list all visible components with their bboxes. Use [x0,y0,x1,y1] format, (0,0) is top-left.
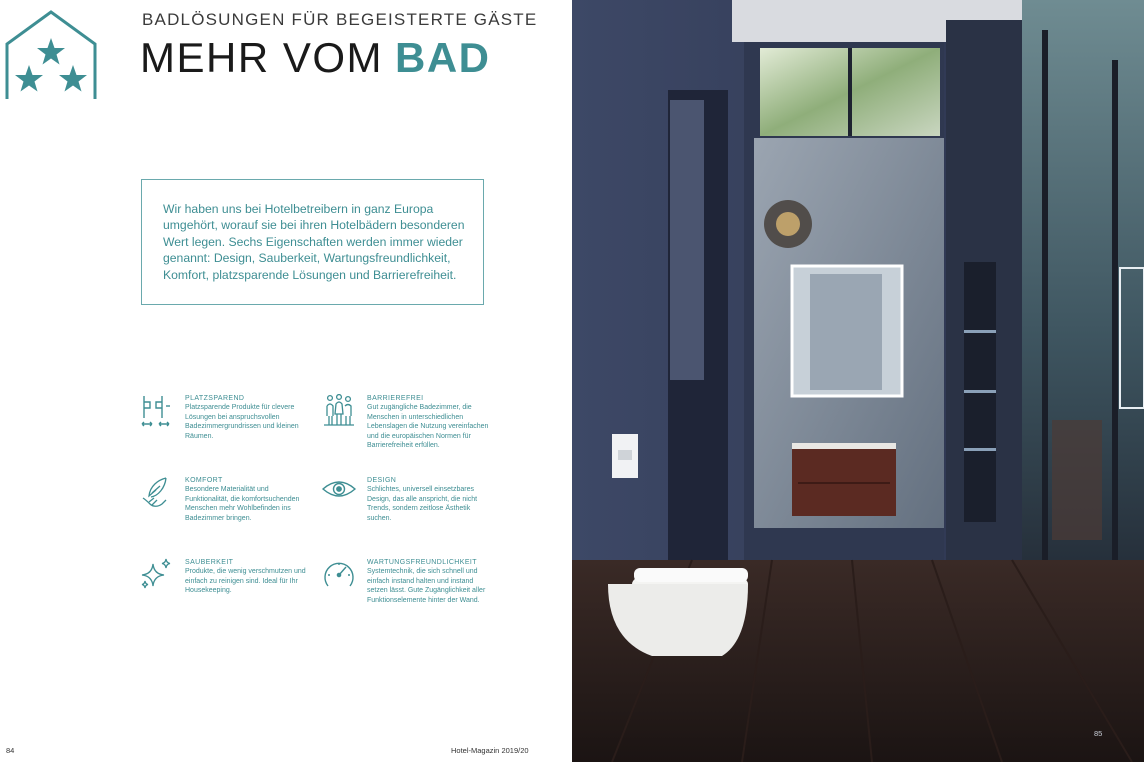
feature-title: PLATZSPAREND [185,395,245,402]
sparkle-icon [140,558,174,592]
headline-accent: BAD [395,34,491,81]
feature-title: DESIGN [367,477,397,484]
page-number-left: 84 [6,746,15,755]
feature-text [185,394,313,441]
feature-body: Gut zugängliche Badezimmer, die Menschen in unterschiedlichen Lebenslagen die Nutzung vereinfachen und die europäischen Normen für Barrierefreiheit erfüllen. [367,404,489,450]
people-accessibility-icon [322,394,356,428]
intro-box [141,179,484,305]
feature-body: Platzsparende Produkte für clevere Lösungen bei anspruchsvollen Badezimmergrundrissen und kleinen Räumen. [185,404,299,440]
magazine-name: Hotel-Magazin 2019/20 [451,746,529,755]
feature-body: Produkte, die wenig verschmutzen und einfach zu reinigen sind. Ideal für Ihr Housekeeping. [185,568,306,595]
feature-text [367,476,495,523]
feature-text [367,558,495,605]
right-page [572,0,1144,762]
feature-text [367,394,495,451]
feature-text [185,476,313,523]
feature-title: WARTUNGSFREUNDLICHKEIT [367,559,477,566]
feature-title: KOMFORT [185,477,223,484]
intro-text: Wir haben uns bei Hotelbetreibern in ganz Europa umgehört, worauf sie bei ihren Hotelbädern besonderen Wert legen. Sechs Eigenschaften werden immer wieder genannt: Design, Sauberkeit, Wartungsfreundlichkeit, Komfort, platzsparende Lösungen und Barrierefreiheit. [163,202,465,282]
space-saving-icon [140,394,174,428]
feather-hand-icon [140,476,174,510]
feature-body: Systemtechnik, die sich schnell und einfach instand halten und instand setzen lässt. Gute Zugänglichkeit aller Funktionselemente hinter der Wand. [367,568,486,604]
house-with-stars-icon [4,8,98,102]
feature-title: BARRIEREFREI [367,395,424,402]
eye-icon [322,476,356,510]
feature-text [185,558,313,596]
bathroom-photo [572,0,1144,762]
page-number-right: 85 [1094,729,1103,738]
headline-text: MEHR VOM [140,34,383,81]
kicker-title: BADLÖSUNGEN FÜR BEGEISTERTE GÄSTE [142,10,538,29]
feature-title: SAUBERKEIT [185,559,234,566]
feature-body: Schlichtes, universell einsetzbares Design, das alle anspricht, die nicht Trends, sondern zeitlose Ästhetik suchen. [367,486,478,522]
gauge-icon [322,558,356,592]
feature-body: Besondere Materialität und Funktionalität, die komfortsuchenden Menschen mehr Wohlbefinden ins Badezimmer bringen. [185,486,300,522]
page-title [140,34,491,82]
